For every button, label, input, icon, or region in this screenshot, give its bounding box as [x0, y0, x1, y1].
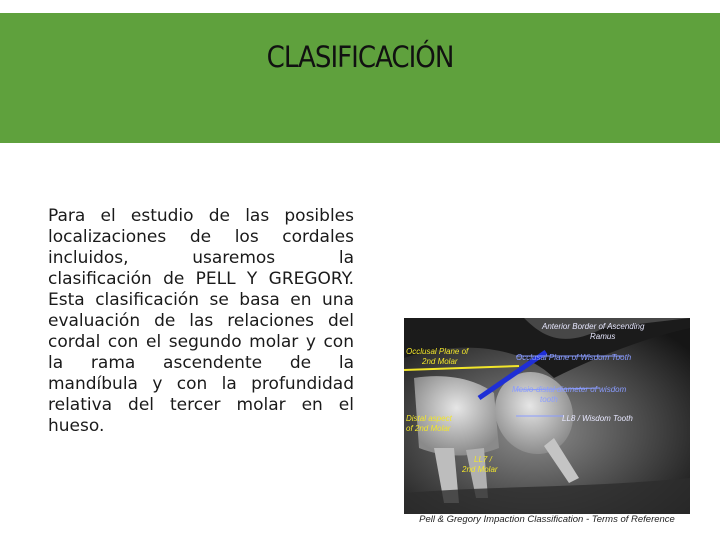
label-mesio-distal-b: tooth	[540, 395, 558, 404]
body-line: mandíbula y con la profundidad	[48, 374, 354, 394]
label-mesio-distal-a: Mesio-distal diameter of wisdom	[512, 385, 627, 394]
xray-caption: Pell & Gregory Impaction Classification - Terms of Reference	[419, 514, 675, 525]
body-line: cordal con el segundo molar y con	[48, 332, 354, 352]
body-line: Esta clasificación se basa en una	[48, 290, 354, 310]
body-line: la rama ascendente de la	[48, 353, 354, 373]
label-ll8: LL8 / Wisdom Tooth	[562, 414, 633, 423]
label-distal-aspect-b: of 2nd Molar	[406, 424, 451, 433]
label-occlusal-2nd-a: Occlusal Plane of	[406, 347, 469, 356]
label-occlusal-wisdom: Occlusal Plane of Wisdom Tooth	[516, 353, 632, 362]
body-line: incluidos, usaremos la	[48, 248, 354, 268]
label-ll7-a: LL7 /	[474, 455, 492, 464]
body-line: localizaciones de los cordales	[48, 227, 354, 247]
body-line: clasificación de PELL Y GREGORY.	[48, 269, 354, 289]
body-paragraph	[48, 206, 354, 437]
body-line: hueso.	[48, 416, 105, 436]
label-ramus: Ramus	[590, 332, 616, 341]
label-ll7-b: 2nd Molar	[462, 465, 498, 474]
body-line: relativa del tercer molar en el	[48, 395, 354, 415]
header-band	[0, 13, 720, 143]
slide-title: CLASIFICACIÓN	[266, 40, 454, 74]
body-line: Para el estudio de las posibles	[48, 206, 354, 226]
label-anterior-border: Anterior Border of Ascending	[542, 322, 645, 331]
label-occlusal-2nd-b: 2nd Molar	[422, 357, 458, 366]
xray-image	[404, 318, 690, 514]
body-line: evaluación de las relaciones del	[48, 311, 354, 331]
label-distal-aspect-a: Distal aspect	[406, 414, 452, 423]
